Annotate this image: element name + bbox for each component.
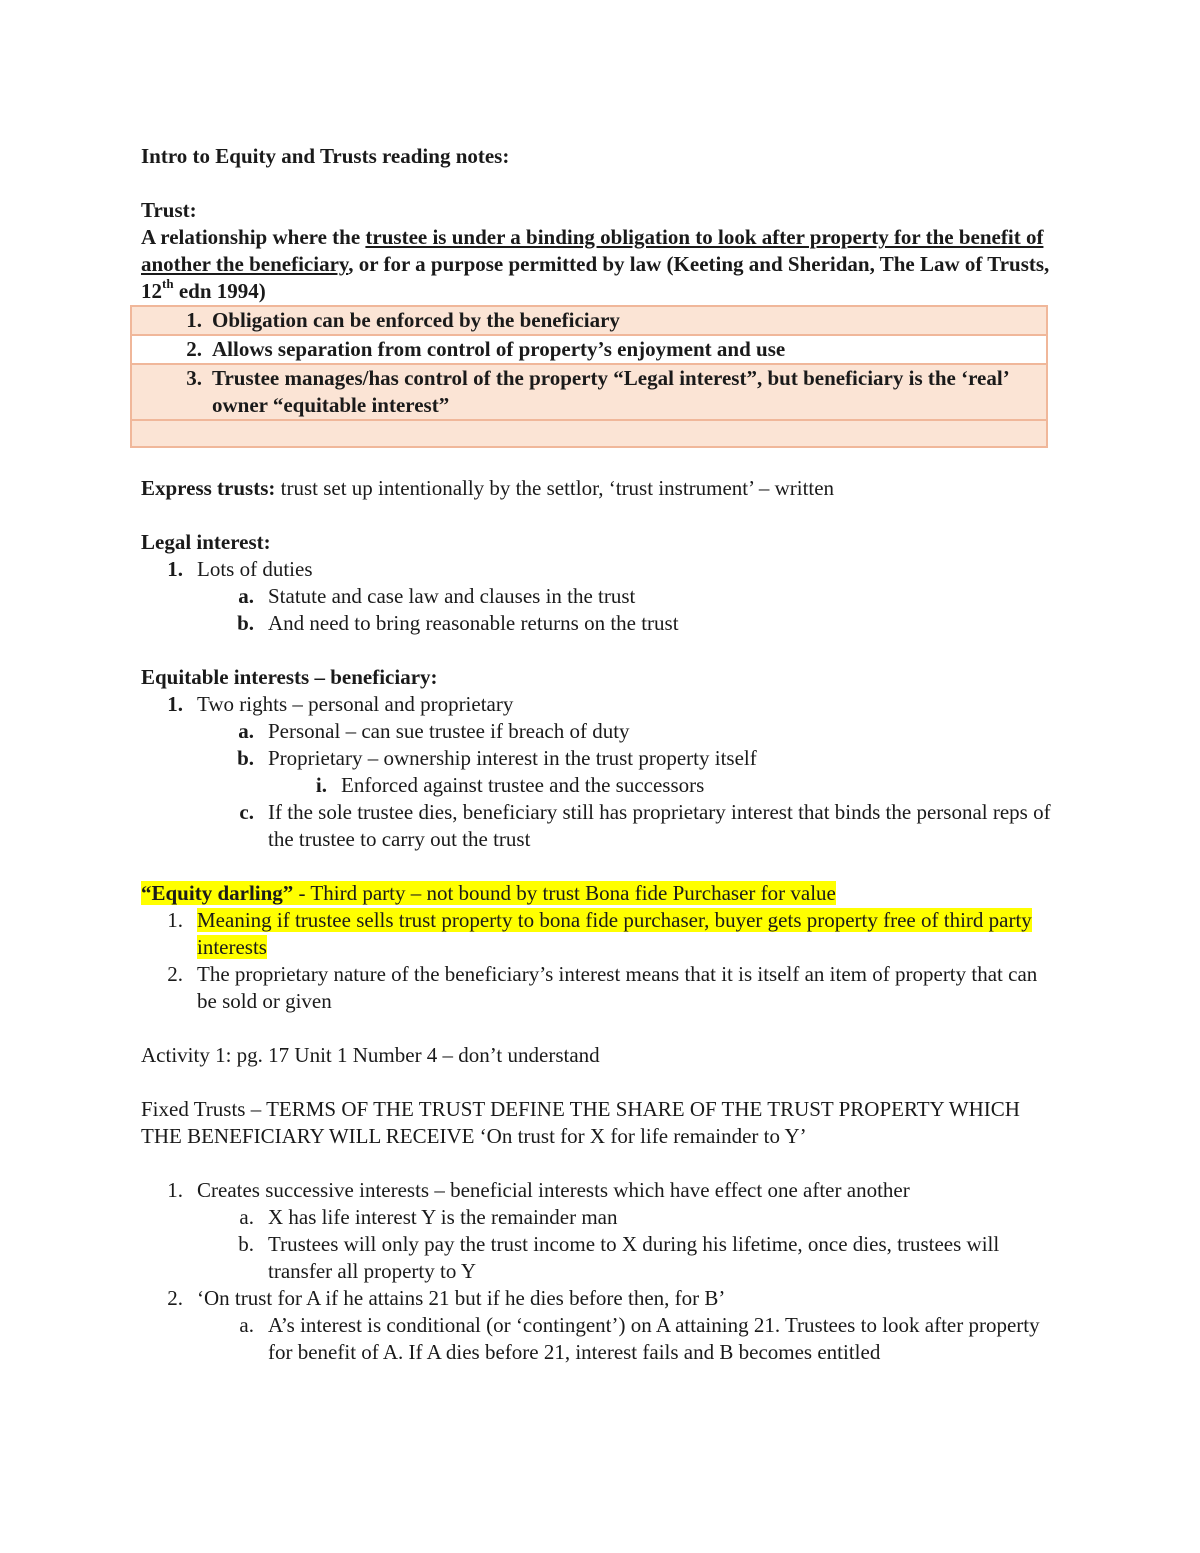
express-trusts-paragraph [141, 475, 1051, 502]
list-text: Statute and case law and clauses in the trust [268, 584, 636, 608]
table-row-empty [131, 420, 1047, 447]
list-number: a. [238, 719, 254, 743]
list-item [141, 745, 1051, 772]
trust-def-underlined: trustee is under a binding obligation to look after property for the benefit of another the beneficiary [141, 225, 1044, 276]
list-item [141, 907, 1051, 961]
list-item [141, 691, 1051, 718]
list-item [141, 556, 1051, 583]
list-text: Trustees will only pay the trust income to X during his lifetime, once dies, trustees will transfer all property to Y [268, 1232, 1000, 1283]
list-number: i. [315, 773, 327, 797]
table-row [131, 306, 1047, 335]
list-item [141, 961, 1051, 1015]
list-text: The proprietary nature of the beneficiary’s interest means that it is itself an item of property that can be sold or given [197, 962, 1038, 1013]
list-text-highlighted: Meaning if trustee sells trust property to bona fide purchaser, buyer gets property free of third party interests [197, 908, 1032, 959]
fixed-trusts-paragraph: Fixed Trusts – TERMS OF THE TRUST DEFINE THE SHARE OF THE TRUST PROPERTY WHICH THE BENEFICIARY WILL RECEIVE ‘On trust for X for life remainder to Y’ [141, 1097, 1020, 1148]
trust-def-superscript: th [162, 276, 174, 291]
equity-darling-paragraph [141, 880, 1051, 907]
table-cell-text: Obligation can be enforced by the beneficiary [212, 308, 620, 332]
table-cell-text: Allows separation from control of property’s enjoyment and use [212, 337, 786, 361]
list-item [141, 718, 1051, 745]
list-number: b. [237, 611, 254, 635]
list-text: Enforced against trustee and the successors [341, 773, 705, 797]
table-row [131, 364, 1047, 420]
list-text: A’s interest is conditional (or ‘contingent’) on A attaining 21. Trustees to look after property for benefit of A. If A dies before 21, interest fails and B becomes entitled [268, 1313, 1040, 1364]
list-number: 1. [186, 308, 202, 332]
list-text: Two rights – personal and proprietary [197, 692, 514, 716]
list-number: c. [239, 800, 254, 824]
trust-def-suffix: , or for a purpose permitted by law (Keeting and Sheridan, The Law of Trusts, 12 [141, 252, 1050, 303]
document-title: Intro to Equity and Trusts reading notes: [141, 144, 510, 168]
table-row [131, 335, 1047, 364]
list-number: a. [238, 584, 254, 608]
list-item [141, 610, 1051, 637]
trust-def-prefix: A relationship where the [141, 225, 366, 249]
equity-darling-text: - Third party – not bound by trust Bona fide Purchaser for value [293, 881, 836, 905]
list-number: 1. [167, 908, 183, 932]
legal-interest-heading: Legal interest: [141, 530, 271, 554]
table-cell-text: Trustee manages/has control of the property “Legal interest”, but beneficiary is the ‘real’ owner “equitable interest” [212, 366, 1009, 417]
list-text: Personal – can sue trustee if breach of duty [268, 719, 630, 743]
list-item [141, 583, 1051, 610]
express-trusts-label: Express trusts: [141, 476, 276, 500]
activity-note: Activity 1: pg. 17 Unit 1 Number 4 – don’t understand [141, 1043, 600, 1067]
document-page [141, 143, 1051, 1366]
trust-definition [141, 224, 1051, 305]
trust-def-end: edn 1994) [173, 279, 266, 303]
list-number: b. [238, 1232, 254, 1256]
list-number: 2. [167, 962, 183, 986]
trust-heading: Trust: [141, 198, 197, 222]
list-text: And need to bring reasonable returns on the trust [268, 611, 679, 635]
list-item [141, 1177, 1051, 1204]
list-number: a. [239, 1205, 254, 1229]
list-text: Lots of duties [197, 557, 313, 581]
list-number: a. [239, 1313, 254, 1337]
list-item [141, 799, 1051, 853]
list-number: b. [237, 746, 254, 770]
list-number: 1. [167, 1178, 183, 1202]
list-text: Proprietary – ownership interest in the trust property itself [268, 746, 757, 770]
trust-features-table [130, 305, 1048, 448]
list-item [141, 1312, 1051, 1366]
list-number: 3. [186, 366, 202, 390]
list-text: X has life interest Y is the remainder man [268, 1205, 618, 1229]
list-item [141, 772, 1051, 799]
list-item [141, 1204, 1051, 1231]
list-text: Creates successive interests – beneficial interests which have effect one after another [197, 1178, 910, 1202]
list-number: 2. [167, 1286, 183, 1310]
express-trusts-text: trust set up intentionally by the settlor, ‘trust instrument’ – written [275, 476, 835, 500]
list-number: 1. [167, 557, 183, 581]
list-item [141, 1285, 1051, 1312]
equity-darling-label: “Equity darling” [141, 881, 294, 905]
equitable-interests-heading: Equitable interests – beneficiary: [141, 665, 438, 689]
list-number: 2. [186, 337, 202, 361]
list-item [141, 1231, 1051, 1285]
list-text: If the sole trustee dies, beneficiary still has proprietary interest that binds the personal reps of the trustee to carry out the trust [268, 800, 1051, 851]
list-number: 1. [167, 692, 183, 716]
list-text: ‘On trust for A if he attains 21 but if he dies before then, for B’ [197, 1286, 726, 1310]
